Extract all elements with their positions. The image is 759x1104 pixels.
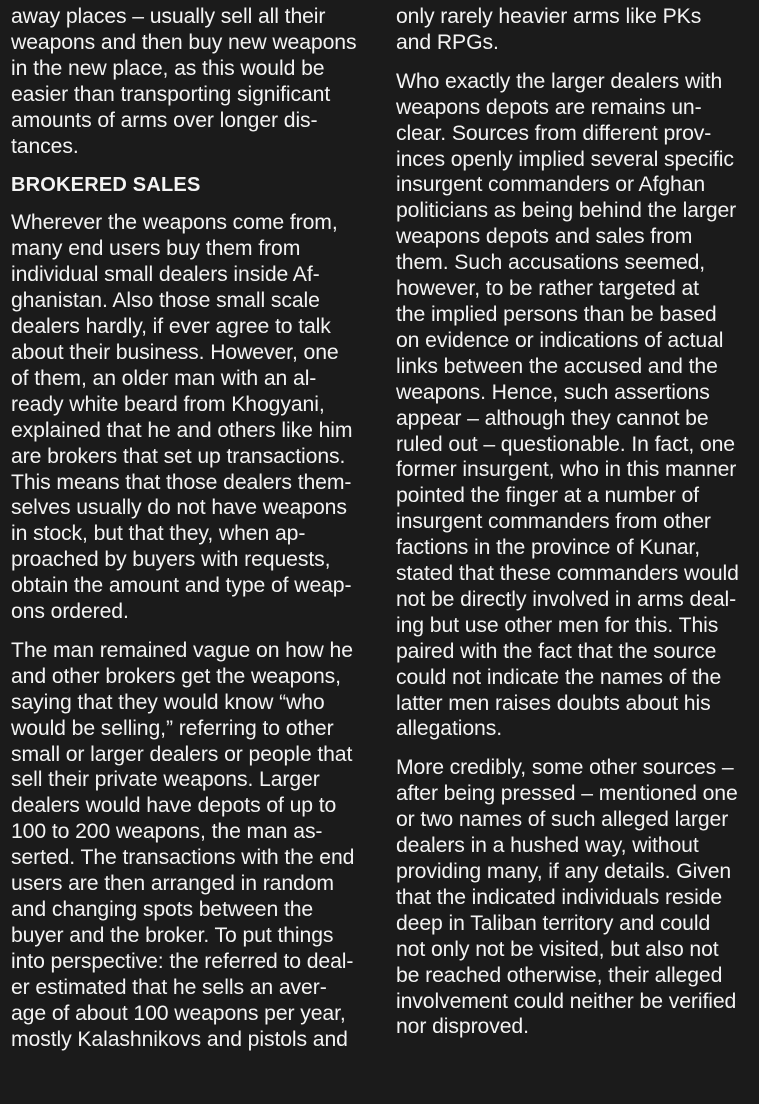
left-column [11,4,376,1065]
text-line: not only not be visited, but also not [396,937,719,961]
text-line: paired with the fact that the source [396,639,717,663]
text-line: weapons. Hence, such assertions [396,380,710,404]
text-line: weapons depots are remains un- [396,95,702,119]
text-line: 100 to 200 weapons, the man as- [11,820,323,844]
paragraph-who-exactly [396,69,758,743]
text-line: explained that he and others like him [11,418,353,442]
text-line: only rarely heavier arms like PKs [396,5,702,28]
paragraph-man-remained [11,638,376,1053]
text-line: stated that these commanders would [396,562,739,586]
text-line: many end users buy them from [11,237,301,261]
text-line: in stock, but that they, when ap- [11,522,306,546]
text-line: them. Such accusations seemed, [396,251,706,275]
text-line: proached by buyers with requests, [11,548,331,572]
text-line: nor disproved. [396,1015,529,1039]
text-line: ons ordered. [11,600,129,624]
text-line: selves usually do not have weapons [11,496,347,520]
text-line: saying that they would know “who [11,690,325,714]
text-line: dealers hardly, if ever agree to talk [11,315,331,339]
text-line: however, to be rather targeted at [396,277,699,301]
text-line: or two names of such alleged larger [396,808,729,832]
text-line: dealers in a hushed way, without [396,834,699,858]
text-line: politicians as being behind the larger [396,199,737,223]
text-line: weapons depots and sales from [396,225,693,249]
text-line: and other brokers get the weapons, [11,664,341,688]
text-line: Wherever the weapons come from, [11,211,338,235]
right-column [396,4,758,1053]
text-line: into perspective: the referred to deal- [11,949,354,973]
text-line: appear – although they cannot be [396,406,709,430]
text-line: buyer and the broker. To put things [11,923,334,947]
text-line: Who exactly the larger dealers with [396,69,723,93]
text-line: amounts of arms over longer dis- [11,108,318,132]
text-line: obtain the amount and type of weap- [11,574,352,598]
text-line: away places – usually sell all their [11,5,326,28]
text-line: deep in Taliban territory and could [396,911,711,935]
paragraph-heavier-arms [396,4,758,56]
text-line: providing many, if any details. Given [396,860,732,883]
text-line: allegations. [396,717,502,741]
text-line: individual small dealers inside Af- [11,263,320,287]
text-line: not be directly involved in arms deal- [396,587,737,611]
text-line: mostly Kalashnikovs and pistols and [11,1027,348,1051]
text-line: and RPGs. [396,30,499,54]
text-line: ing but use other men for this. This [396,613,719,637]
text-line: serted. The transactions with the end [11,846,355,870]
text-line: in the new place, as this would be [11,56,325,80]
text-line: about their business. However, one [11,340,339,364]
text-line: and changing spots between the [11,898,314,921]
text-line: pointed the finger at a number of [396,484,699,508]
text-line: ready white beard from Khogyani, [11,392,325,416]
text-line: are brokers that set up transactions. [11,444,346,468]
text-line: clear. Sources from different prov- [396,121,712,145]
text-line: The man remained vague on how he [11,638,353,662]
text-line: after being pressed – mentioned one [396,782,738,806]
text-line: insurgent commanders or Afghan [396,173,706,197]
text-line: on evidence or indications of actual [396,328,724,352]
text-line: of them, an older man with an al- [11,366,317,390]
text-line: weapons and then buy new weapons [11,30,357,54]
text-line: small or larger dealers or people that [11,742,353,766]
text-line: tances. [11,134,79,158]
text-line: could not indicate the names of the [396,665,722,689]
text-line: This means that those dealers them- [11,470,352,494]
text-line: would be selling,” referring to other [11,716,334,740]
text-line: involvement could neither be verified [396,989,737,1013]
text-line: links between the accused and the [396,354,718,378]
text-line: ruled out – questionable. In fact, one [396,432,735,456]
text-line: sell their private weapons. Larger [11,768,320,792]
text-line: inces openly implied several specific [396,147,734,171]
text-line: former insurgent, who in this manner [396,458,737,482]
section-heading: BROKERED SALES [11,174,201,197]
text-line: dealers would have depots of up to [11,794,337,818]
text-line: the implied persons than be based [396,302,717,326]
text-line: er estimated that he sells an aver- [11,975,327,999]
text-line: latter men raises doubts about his [396,691,711,715]
text-line: insurgent commanders from other [396,510,711,534]
text-line: age of about 100 weapons per year, [11,1001,346,1025]
text-line: factions in the province of Kunar, [396,536,701,560]
text-line: be reached otherwise, their alleged [396,963,723,987]
text-line: users are then arranged in random [11,872,334,896]
text-line: More credibly, some other sources – [396,756,734,780]
text-line: ghanistan. Also those small scale [11,289,320,313]
paragraph-wherever [11,210,376,625]
paragraph-more-credibly [396,755,758,1040]
text-line: easier than transporting significant [11,82,331,106]
paragraph-away-places [11,4,376,159]
text-line: that the indicated individuals reside [396,885,723,909]
